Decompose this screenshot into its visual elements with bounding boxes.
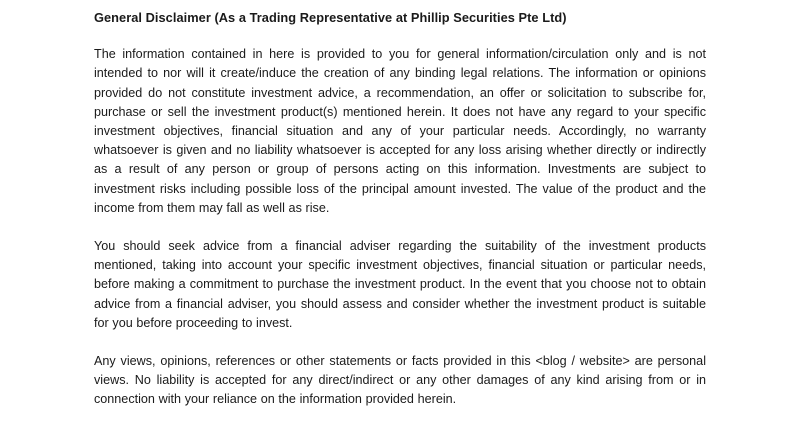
disclaimer-document <box>94 8 706 429</box>
disclaimer-heading: General Disclaimer (As a Trading Representative at Phillip Securities Pte Ltd) <box>94 10 567 25</box>
disclaimer-paragraph-general: The information contained in here is provided to you for general information/circulation only and is not intended to nor will it create/induce the creation of any binding legal relations. The information or opinions provided do not constitute investment advice, a recommendation, an offer or solicitation to subscribe for, purchase or sell the investment product(s) mentioned herein. It does not have any regard to your specific investment objectives, financial situation and any of your particular needs. Accordingly, no warranty whatsoever is given and no liability whatsoever is accepted for any loss arising whether directly or indirectly as a result of any person or group of persons acting on this information. Investments are subject to investment risks including possible loss of the principal amount invested. The value of the product and the income from them may fall as well as rise. <box>94 47 706 215</box>
disclaimer-paragraph-advice: You should seek advice from a financial adviser regarding the suitability of the investment products mentioned, taking into account your specific investment objectives, financial situation or particular needs, before making a commitment to purchase the investment product. In the event that you choose not to obtain advice from a financial adviser, you should assess and consider whether the investment product is suitable for you before proceeding to invest. <box>94 239 706 330</box>
disclaimer-paragraph-views: Any views, opinions, references or other statements or facts provided in this <blog / website> are personal views. No liability is accepted for any direct/indirect or any other damages of any kind arising from or in connection with your reliance on the information provided herein. <box>94 354 706 407</box>
